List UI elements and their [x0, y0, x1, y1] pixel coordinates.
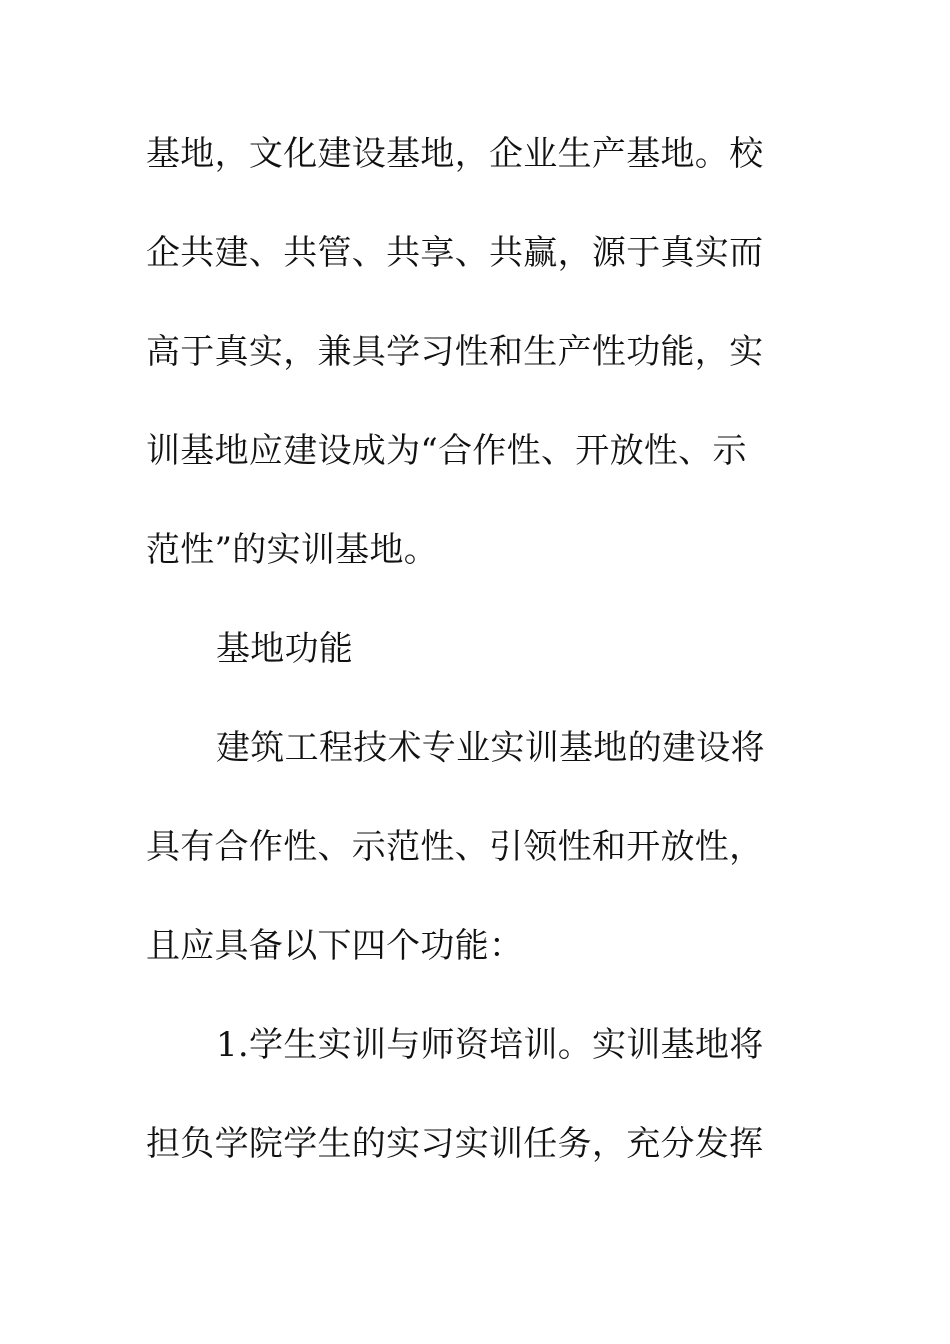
text-line-2: 企共建、共管、共享、共赢，源于真实而: [146, 233, 764, 273]
text-line-9: 且应具备以下四个功能：: [146, 926, 524, 966]
text-line-11: 担负学院学生的实习实训任务，充分发挥: [146, 1124, 764, 1164]
text-line-4: 训基地应建设成为“合作性、开放性、示: [146, 431, 747, 471]
section-heading: 基地功能: [216, 629, 354, 669]
text-line-5: 范性”的实训基地。: [146, 530, 439, 570]
text-line-7: 建筑工程技术专业实训基地的建设将: [216, 728, 765, 768]
list-item-1: 1.学生实训与师资培训。实训基地将: [216, 1025, 764, 1065]
text-line-3: 高于真实，兼具学习性和生产性功能，实: [146, 332, 764, 372]
text-line-8: 具有合作性、示范性、引领性和开放性，: [146, 827, 764, 867]
text-line-1: 基地，文化建设基地，企业生产基地。校: [146, 134, 764, 174]
